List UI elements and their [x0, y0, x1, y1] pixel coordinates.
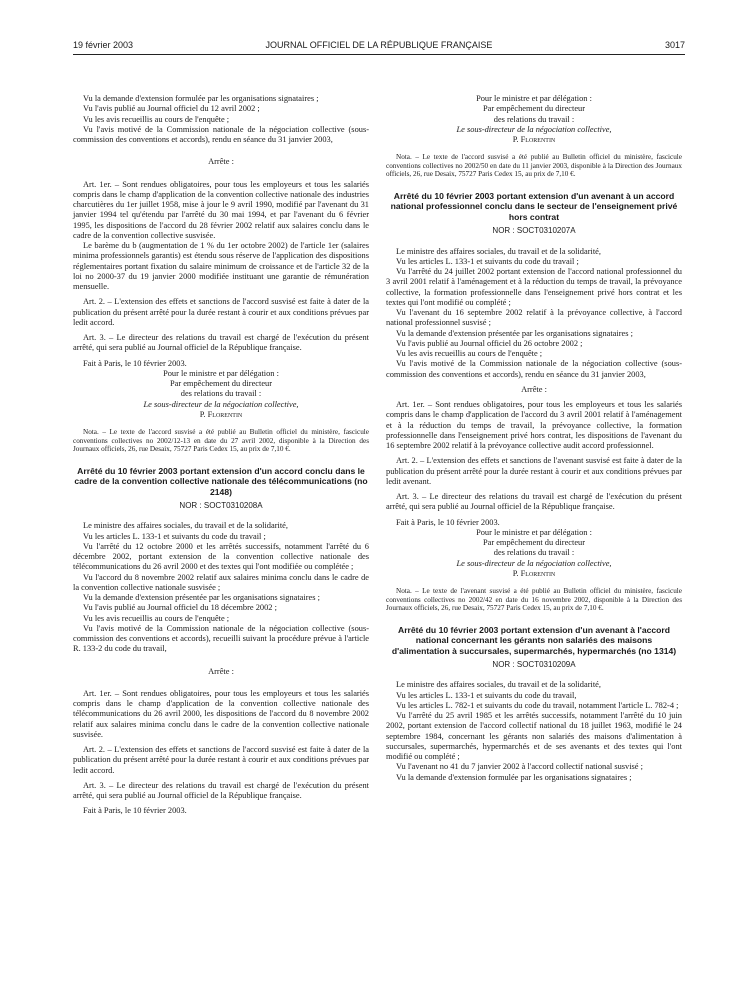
- paragraph: Vu l'avenant no 41 du 7 janvier 2002 à l'accord collectif national susvisé ;: [396, 762, 643, 772]
- paragraph: Vu l'accord du 8 novembre 2002 relatif aux salaires minima conclu dans le cadre de la convention collective nationale susvisée ;: [73, 572, 369, 592]
- decree-title: Arrêté du 10 février 2003 portant extension d'un accord conclu dans le cadre de la convention collective nationale des télécommunications (no 2148): [74, 465, 368, 497]
- paragraph: Vu l'avis publié au Journal officiel du 26 octobre 2002 ;: [396, 338, 583, 348]
- signature-line: Par empêchement du directeur: [482, 104, 586, 114]
- decree-title: Arrêté du 10 février 2003 portant extension d'un avenant à l'accord national concernant les gérants non salariés des maisons d'alimentation à succursales, supermarchés, hypermarchés (no 1314): [391, 624, 677, 656]
- paragraph: Le ministre des affaires sociales, du travail et de la solidarité,: [83, 521, 288, 531]
- nor-reference: NOR : SOCT0310207A: [492, 226, 576, 236]
- arrete-label: Arrête :: [208, 157, 234, 167]
- paragraph: Vu les articles L. 133-1 et suivants du code du travail ;: [396, 256, 579, 266]
- paragraph: Le ministre des affaires sociales, du travail et de la solidarité,: [396, 680, 601, 690]
- arrete-label: Arrête :: [521, 384, 547, 394]
- paragraph: Vu l'avis motivé de la Commission nationale de la négociation collective (sous-commission des conventions et accords), rendu en séance du 31 janvier 2003,: [386, 359, 682, 379]
- paragraph: Vu l'avis publié au Journal officiel du 18 décembre 2002 ;: [83, 603, 277, 613]
- nor-reference: NOR : SOCT0310208A: [179, 501, 263, 510]
- signatory-name: P. Florentin: [512, 568, 556, 578]
- signature-line: Par empêchement du directeur: [169, 379, 273, 388]
- article-1: Art. 1er. – Sont rendues obligatoires, pour tous les employeurs et tous les salariés compris dans le champ d'application de la convention collective nationale des industries charcutières du 1er juillet 1958, mise à jour le 9 avril 1990, modifié par l'avenant du 31 janvier 1994 tel qu'étendu par l'arrêté du 30 mai 1994, et par l'avenant du 6 février 1995, les dispositions de l'accord du 28 février 2002 relatif aux salaires conclu dans le cadre de la convention collective susvisée.: [73, 179, 369, 240]
- article-1: Art. 1er. – Sont rendues obligatoires, pour tous les employeurs et tous les salariés compris dans le champ d'application de l'accord du 3 avril 2001 relatif à l'aménagement et à la réduction du temps de travail, la prévoyance collective, la formation professionnelle dans l'enseignement privé hors contrat, les dispositions de l'avenant du 16 septembre 2002 relatif à la prévoyance collective audit accord professionnel.: [386, 400, 682, 450]
- page-header: [73, 40, 685, 54]
- article-3: Art. 3. – Le directeur des relations du travail est chargé de l'exécution du présent arrêté, qui sera publié au Journal officiel de la République française.: [386, 492, 682, 512]
- decree-title: Arrêté du 10 février 2003 portant extension d'un avenant à un accord national professionnel conclu dans le secteur de l'enseignement privé hors contrat: [390, 191, 678, 222]
- paragraph: Vu l'avenant du 16 septembre 2002 relatif à la prévoyance collective, à l'accord national professionnel susvisé ;: [386, 308, 682, 328]
- paragraph: Vu l'avis publié au Journal officiel du 12 avril 2002 ;: [83, 104, 260, 114]
- paragraph: Vu la demande d'extension présentée par les organisations signataires ;: [83, 593, 320, 602]
- arrete-label: Arrête :: [208, 666, 234, 676]
- paragraph: Vu l'arrêté du 25 avril 1985 et les arrêtés successifs, notamment l'arrêté du 10 juin 2002, portant extension de l'accord collectif national du 18 juillet 1963, modifié le 24 septembre 1984, concernant les gérants non salariés des maisons d'alimentation à succursales, supermarchés, hypermarchés et de ses avenants et des textes qui l'ont modifié ou complété ;: [386, 711, 682, 761]
- paragraph: Vu les avis recueillis au cours de l'enquête ;: [83, 613, 230, 623]
- paragraph: Vu les articles L. 782-1 et suivants du code du travail, notamment l'article L. 782-4 ;: [396, 700, 679, 710]
- paragraph: Vu la demande d'extension formulée par les organisations signataires ;: [83, 94, 319, 103]
- signature-line: Le sous-directeur de la négociation collective,: [143, 399, 299, 409]
- signature-line: Pour le ministre et par délégation :: [476, 94, 592, 103]
- article-2: Art. 2. – L'extension des effets et sanctions de l'accord susvisé est faite à dater de la publication du présent arrêté pour la durée restant à courir et aux conditions prévues par ledit accord.: [73, 745, 369, 775]
- article-1: Art. 1er. – Sont rendues obligatoires, pour tous les employeurs et tous les salariés compris dans le champ d'application de la convention collective nationale des télécommunications du 26 avril 2000, les dispositions de l'accord du 8 novembre 2002 relatif aux salaires minima conclu dans le cadre de la convention collective nationale susvisée.: [73, 688, 369, 739]
- paragraph: Vu l'arrêté du 12 octobre 2000 et les arrêtés successifs, notamment l'arrêté du 6 décembre 2002, portant extension de la convention collective nationale des télécommunications du 26 avril 2000 et des textes qui l'ont modifiée ou complétée ;: [73, 541, 369, 572]
- paragraph: Le ministre des affaires sociales, du travail et de la solidarité,: [396, 246, 601, 256]
- right-column: [386, 94, 682, 783]
- paragraph: Vu les articles L. 133-1 et suivants du code du travail ;: [83, 531, 266, 541]
- signature-line: Pour le ministre et par délégation :: [163, 368, 279, 378]
- article-2: Art. 2. – L'extension des effets et sanctions de l'accord susvisé est faite à dater de la publication du présent arrêté pour la durée restant à courir et aux conditions prévues par ledit accord.: [73, 297, 369, 327]
- fait-a-paris: Fait à Paris, le 10 février 2003.: [83, 358, 187, 368]
- article-3: Art. 3. – Le directeur des relations du travail est chargé de l'exécution du présent arrêté, qui sera publié au Journal officiel de la République française.: [73, 780, 369, 800]
- nor-reference: NOR : SOCT0310209A: [492, 660, 576, 669]
- signature-line: Le sous-directeur de la négociation collective,: [456, 124, 612, 134]
- article-2: Art. 2. – L'extension des effets et sanctions de l'avenant susvisé est faite à dater de la publication du présent arrêté pour la durée restant à courir et aux conditions prévues par ledit avenant.: [386, 456, 682, 486]
- paragraph: Vu les articles L. 133-1 et suivants du code du travail,: [396, 690, 577, 700]
- signature-line: Par empêchement du directeur: [482, 538, 586, 547]
- signature-line: Le sous-directeur de la négociation collective,: [456, 558, 612, 568]
- paragraph: Vu les avis recueillis au cours de l'enquête ;: [396, 349, 543, 358]
- signature-line: des relations du travail :: [493, 114, 575, 124]
- paragraph: Vu l'arrêté du 24 juillet 2002 portant extension de l'accord national professionnel du 3 avril 2001 relatif à l'aménagement et à la réduction du temps de travail, la prévoyance collective, la formation professionnelle dans l'enseignement privé hors contrat et les textes qui l'ont modifié ou complété ;: [386, 267, 682, 307]
- article-3: Art. 3. – Le directeur des relations du travail est chargé de l'exécution du présent arrêté, qui sera publié au Journal officiel de la République française.: [73, 333, 369, 353]
- page-number: 3017: [664, 40, 685, 50]
- header-rule: [73, 54, 685, 55]
- paragraph: Vu les avis recueillis au cours de l'enquête ;: [83, 114, 230, 124]
- fait-a-paris: Fait à Paris, le 10 février 2003.: [83, 806, 187, 816]
- nota: Nota. – Le texte de l'avenant susvisé a été publié au Bulletin officiel du ministère, fascicule conventions collectives no 2002/42 en date du 16 novembre 2002, disponible à la Direction des Journaux officiels, 26, rue Desaix, 75727 Paris Cedex 15, au prix de 7,10 €.: [386, 587, 682, 613]
- journal-title: JOURNAL OFFICIEL DE LA RÉPUBLIQUE FRANÇAISE: [265, 40, 493, 50]
- header-date: 19 février 2003: [73, 40, 134, 50]
- signature-line: Pour le ministre et par délégation :: [476, 527, 592, 537]
- signature-line: des relations du travail :: [493, 548, 575, 558]
- left-column: [73, 94, 369, 817]
- paragraph: Vu la demande d'extension présentée par les organisations signataires ;: [396, 328, 633, 338]
- nota: Nota. – Le texte de l'accord susvisé a été publié au Bulletin officiel du ministère, fascicule conventions collectives no 2002/12-13 en date du 27 avril 2002, disponible à la Direction des Journaux officiels, 26, rue Desaix, 75727 Paris Cedex 15, au prix de 7,10 €.: [73, 428, 369, 454]
- paragraph: Vu la demande d'extension formulée par les organisations signataires ;: [396, 772, 632, 782]
- paragraph: Vu l'avis motivé de la Commission nationale de la négociation collective (sous-commission des conventions et accords), rendu en séance du 31 janvier 2003,: [73, 124, 369, 144]
- signatory-name: P. Florentin: [199, 409, 243, 419]
- signature-line: des relations du travail :: [180, 389, 262, 399]
- fait-a-paris: Fait à Paris, le 10 février 2003.: [396, 517, 500, 527]
- nota: Nota. – Le texte de l'accord susvisé a été publié au Bulletin officiel du ministère, fascicule conventions collectives no 2002/50 en date du 11 janvier 2003, disponible à la Direction des Journaux officiels, 26, rue Desaix, 75727 Paris Cedex 15, au prix de 7,10 €.: [386, 153, 682, 179]
- signatory-name: P. Florentin: [512, 135, 556, 144]
- paragraph: Le barème du b (augmentation de 1 % du 1er octobre 2002) de l'article 1er (salaires minima professionnels garantis) est étendu sous réserve de l'application des dispositions réglementaires portant fixation du salaire minimum de croissance et de l'article 32 de la loi no 2000-37 du 19 janvier 2000 modifiée instituant une garantie de rémunération mensuelle.: [73, 241, 369, 291]
- paragraph: Vu l'avis motivé de la Commission nationale de la négociation collective (sous-commission des conventions et accords), recueilli suivant la procédure prévue à l'article R. 133-2 du code du travail,: [73, 623, 369, 654]
